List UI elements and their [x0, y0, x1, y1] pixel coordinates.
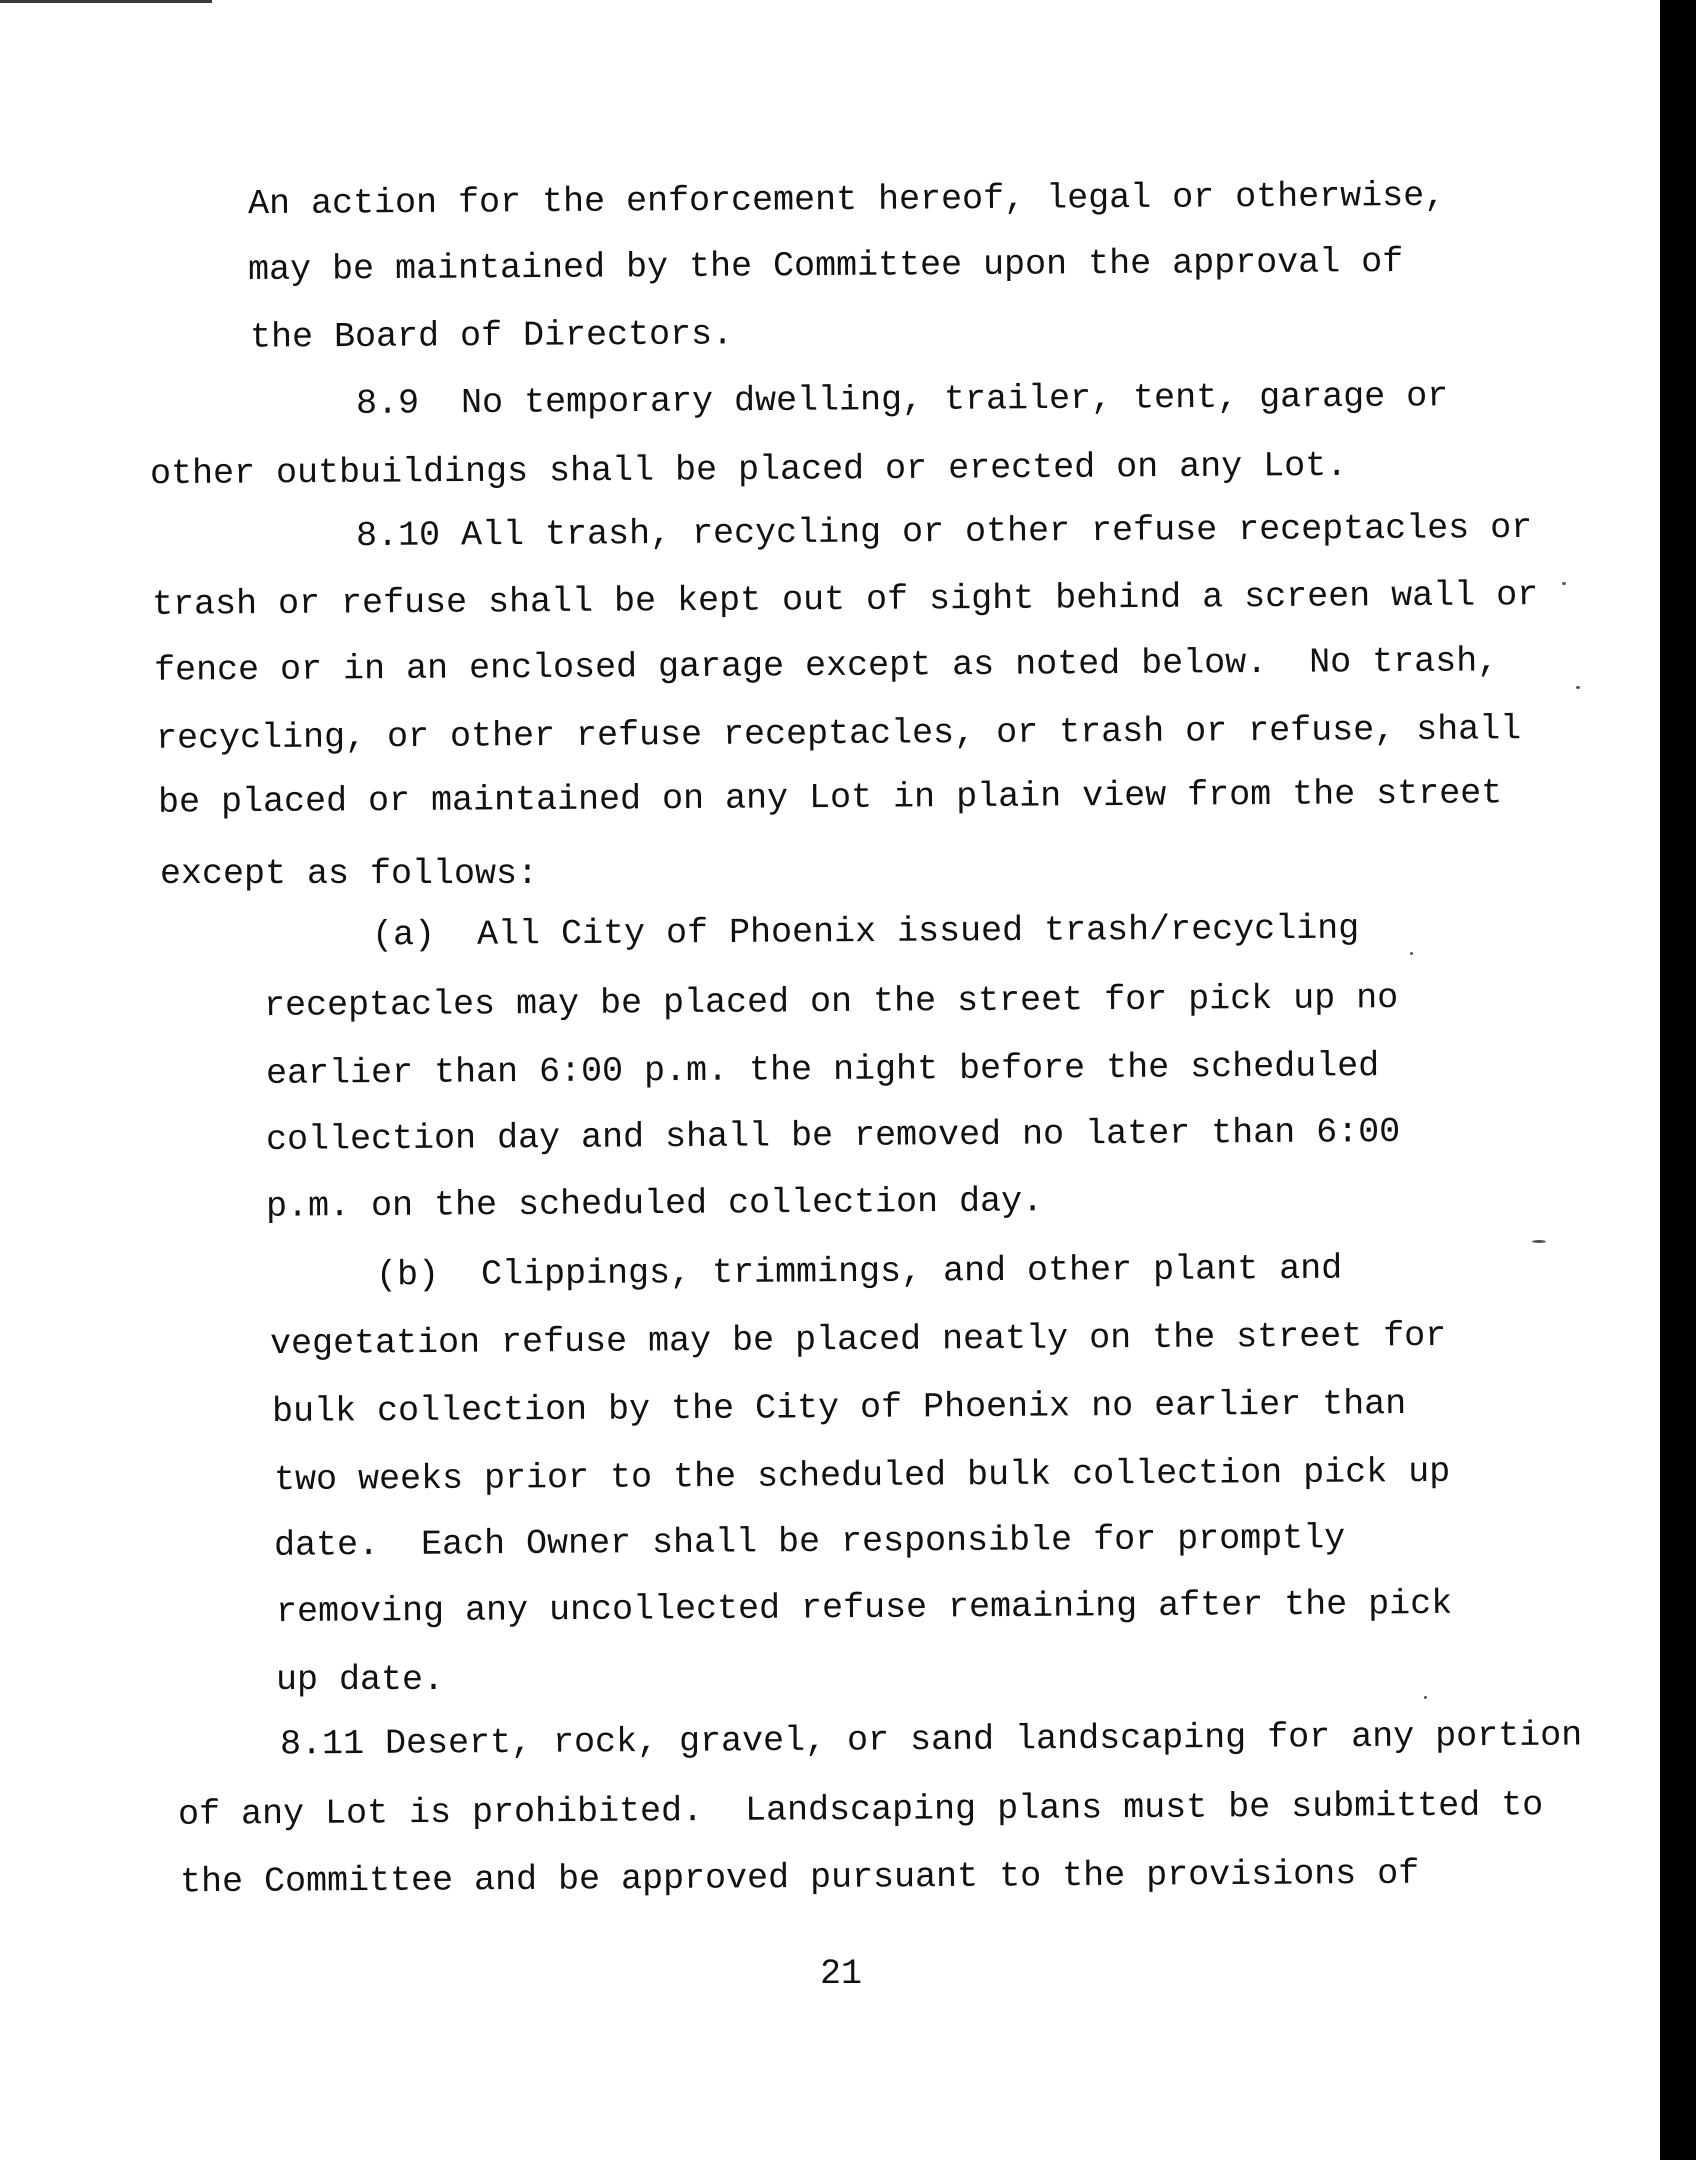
item-a-line: earlier than 6:00 p.m. the night before the scheduled	[265, 1046, 1380, 1094]
item-a-line: p.m. on the scheduled collection day.	[265, 1181, 1044, 1227]
section-8-10-line: 8.10 All trash, recycling or other refuse receptacles or	[355, 507, 1533, 557]
section-8-11-line: the Committee and be approved pursuant to the provisions of	[179, 1853, 1420, 1903]
section-8-11-line: of any Lot is prohibited. Landscaping plans must be submitted to	[177, 1785, 1544, 1835]
section-8-10-line: recycling, or other refuse receptacles, or trash or refuse, shall	[155, 709, 1522, 759]
section-8-10-line: be placed or maintained on any Lot in plain view from the street	[157, 773, 1503, 823]
section-8-11-line: 8.11 Desert, rock, gravel, or sand landscaping for any portion	[279, 1715, 1583, 1765]
section-8-10-line: fence or in an enclosed garage except as noted below. No trash,	[153, 641, 1499, 691]
paragraph-continuation-line: the Board of Directors.	[249, 314, 734, 358]
item-b-line: date. Each Owner shall be responsible for promptly	[273, 1518, 1346, 1566]
item-b-line: bulk collection by the City of Phoenix no earlier than	[271, 1384, 1407, 1432]
item-b-line: two weeks prior to the scheduled bulk collection pick up	[273, 1451, 1451, 1501]
paragraph-continuation-line: may be maintained by the Committee upon the approval of	[247, 241, 1404, 291]
scan-speck	[1424, 1696, 1427, 1699]
scan-speck	[1562, 582, 1566, 585]
item-a-line: collection day and shall be removed no later than 6:00	[265, 1112, 1401, 1160]
item-a-line: (a) All City of Phoenix issued trash/recycling	[371, 908, 1360, 956]
item-b-line: up date.	[276, 1660, 445, 1700]
section-8-9-line: 8.9 No temporary dwelling, trailer, tent, garage or	[355, 376, 1449, 424]
scan-top-rule	[0, 0, 212, 3]
scan-speck	[1410, 952, 1413, 955]
item-b-line: vegetation refuse may be placed neatly on the street for	[269, 1315, 1447, 1365]
scan-speck	[1532, 1240, 1546, 1243]
scan-dark-edge	[1660, 0, 1696, 2160]
page-number: 21	[820, 1954, 863, 1994]
scan-speck	[1576, 686, 1580, 689]
paragraph-continuation-line: An action for the enforcement hereof, legal or otherwise,	[247, 175, 1446, 225]
item-a-line: receptacles may be placed on the street for pick up no	[263, 978, 1399, 1026]
section-8-10-line: except as follows:	[160, 854, 539, 894]
item-b-line: removing any uncollected refuse remaining after the pick	[275, 1583, 1453, 1633]
item-b-line: (b) Clippings, trimmings, and other plant and	[375, 1248, 1343, 1296]
section-8-9-line: other outbuildings shall be placed or erected on any Lot.	[149, 445, 1348, 495]
section-8-10-line: trash or refuse shall be kept out of sight behind a screen wall or	[151, 575, 1539, 625]
